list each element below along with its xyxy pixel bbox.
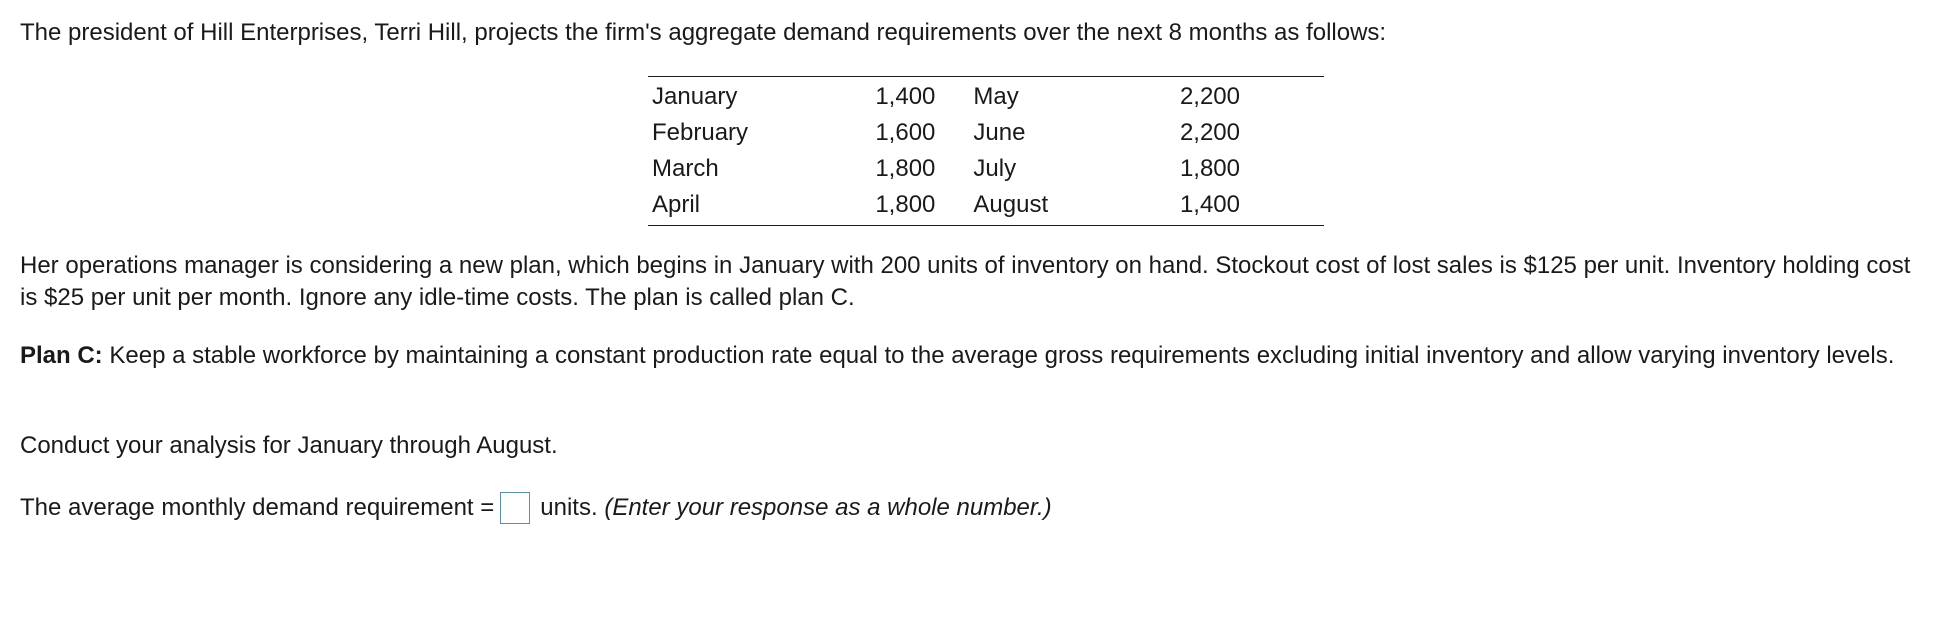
month-cell: August	[973, 191, 1049, 218]
month-cell: July	[973, 155, 1017, 182]
table-row	[648, 187, 1324, 226]
demand-table	[648, 76, 1324, 226]
intro-text: The president of Hill Enterprises, Terri Hill, projects the firm's aggregate demand requirements over the next 8 months as follows:	[20, 19, 1387, 46]
month-cell: May	[973, 83, 1019, 110]
demand-value-cell: 1,400	[1179, 191, 1240, 218]
question-prefix: The average monthly demand requirement =	[20, 494, 495, 521]
demand-value-cell: 1,800	[875, 155, 936, 182]
month-cell: April	[652, 191, 701, 218]
demand-value-cell: 1,600	[875, 119, 936, 146]
demand-value-cell: 1,800	[875, 191, 936, 218]
month-cell: February	[652, 119, 749, 146]
demand-value-cell: 2,200	[1179, 83, 1240, 110]
plan-text: Keep a stable workforce by maintaining a constant production rate equal to the average gross requirements excluding initial inventory and allow varying inventory levels.	[109, 342, 1895, 369]
units-label: units.	[540, 494, 598, 521]
table-row	[648, 115, 1324, 151]
demand-value-cell: 1,400	[875, 83, 936, 110]
plan-label: Plan C:	[20, 342, 103, 369]
average-demand-input[interactable]	[500, 492, 530, 524]
month-cell: June	[973, 119, 1026, 146]
demand-value-cell: 1,800	[1179, 155, 1240, 182]
table-row	[648, 77, 1324, 116]
plan-description: Her operations manager is considering a new plan, which begins in January with 200 units of inventory on hand. Stockout cost of lost sales is $125 per unit. Inventory holding cost is $25 per unit per month. Ignore any idle-time costs. The plan is called plan C.	[20, 252, 1911, 311]
month-cell: January	[652, 83, 738, 110]
response-hint: (Enter your response as a whole number.)	[604, 494, 1052, 521]
plan-c-paragraph	[20, 340, 1920, 372]
demand-value-cell: 2,200	[1179, 119, 1240, 146]
question-line	[20, 492, 1920, 524]
analysis-scope-text: Conduct your analysis for January through August.	[20, 432, 558, 459]
table-row	[648, 151, 1324, 187]
month-cell: March	[652, 155, 719, 182]
